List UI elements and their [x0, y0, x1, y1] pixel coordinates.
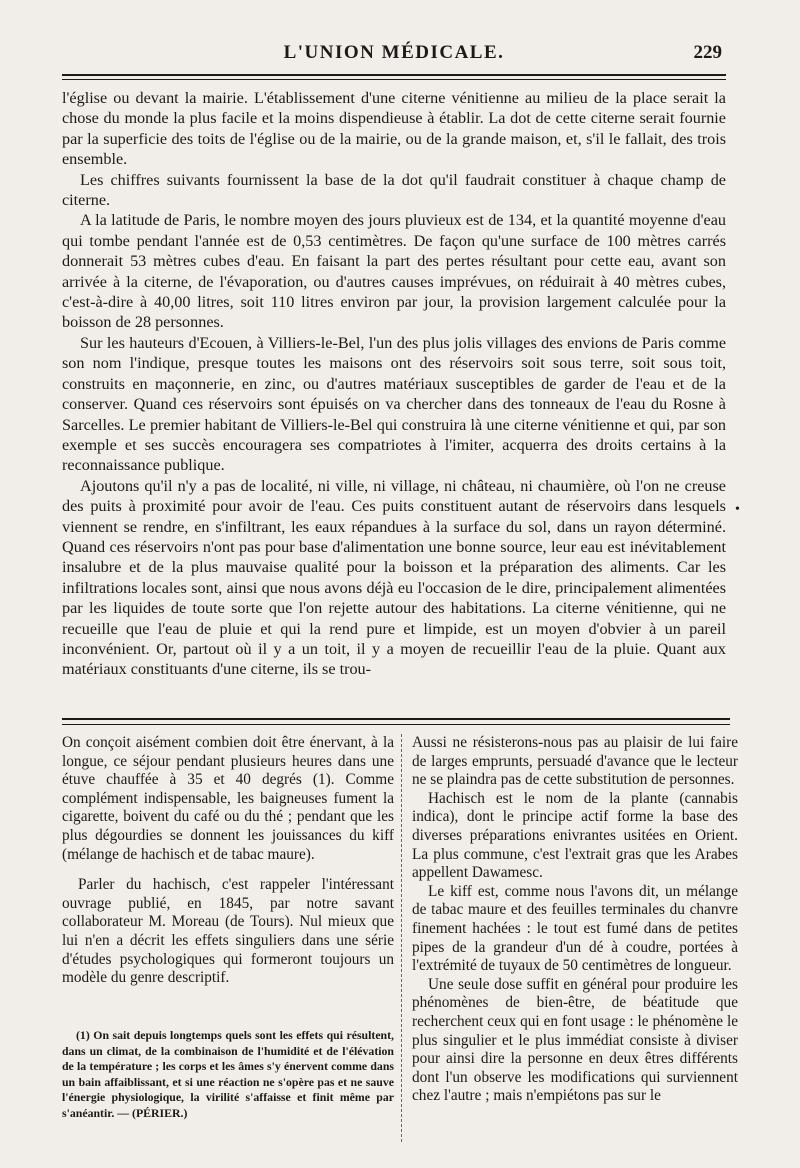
feuilleton-rule: [62, 718, 730, 725]
feuilleton-paragraph: On conçoit aisément combien doit être énervant, à la longue, ce séjour pendant plusieurs heures dans une étuve chauffée à 35 et 40 degrés (1). Comme complément indispensable, les baigneuses fument la cigarette, boivent du café ou du thé ; pendant que les plus dégourdies se donnent les jouissances du kiff (mélange de hachisch et de tabac maure).: [62, 734, 394, 863]
main-article: [62, 88, 726, 680]
page-header: [62, 42, 726, 70]
feuilleton-left-column: [62, 734, 394, 988]
feuilleton-paragraph: Le kiff est, comme nous l'avons dit, un mélange de tabac maure et des feuilles terminales du chanvre finement hachées : le tout est fumé dans de petites pipes de la grandeur d'un dé à coudre, portées à l'extrémité de tuyaux de 50 centimètres de longueur.: [412, 882, 738, 975]
feuilleton-right-column: [412, 734, 738, 1106]
feuilleton-paragraph: Une seule dose suffit en général pour produire les phénomènes de bien-être, de béatitude que recherchent ceux qui en font usage : le phénomène le plus singulier et le plus immédiat consiste à diviser pour ainsi dire la personne en deux êtres différents dont l'un observe les modifications qui surviennent chez l'autre ; mais n'empiétons pas sur le: [412, 975, 738, 1105]
footnote: [62, 1028, 394, 1122]
main-paragraph: Sur les hauteurs d'Ecouen, à Villiers-le-Bel, l'un des plus jolis villages des envions de Paris comme son nom l'indique, presque toutes les maisons ont des réservoirs soit sous terre, soit sous toit, construits en maçonnerie, en zinc, ou d'autres matériaux susceptibles de garder de l'eau et de la conserver. Quand ces réservoirs sont épuisés on va chercher dans des tonneaux de l'eau du Rosne à Sarcelles. Le premier habitant de Villiers-le-Bel qui construira là une citerne vénitienne et qui, par son exemple et ses succès encouragera ses compatriotes à l'imiter, acquerra des droits certains à la reconnaissance publique.: [62, 333, 726, 475]
feuilleton-paragraph: Hachisch est le nom de la plante (cannabis indica), dont le principe actif forme la base des diverses préparations enivrantes usitées en Orient. La plus commune, c'est l'extrait gras que les Arabes appellent Dawamesc.: [412, 789, 738, 882]
column-divider: [401, 734, 402, 1142]
main-paragraph: Ajoutons qu'il n'y a pas de localité, ni ville, ni village, ni château, ni chaumière, où l'on ne creuse des puits à proximité pour avoir de l'eau. Ces puits constituent autant de réservoirs dans lesquels viennent se rendre, en s'infiltrant, les eaux répandues à la surface du sol, dans un rayon déterminé. Quand ces réservoirs n'ont pas pour base d'alimentation une bonne source, leur eau est inévitablement insalubre et de la plus mauvaise qualité pour la boisson et la préparation des aliments. Car les infiltrations locales sont, ainsi que nous avons déjà eu l'occasion de le dire, principalement alimentées par les liquides de toute sorte que l'on rejette autour des habitations. La citerne vénitienne, qui ne recueille que l'eau de pluie et qui la rend pure et limpide, est un moyen d'obvier à un pareil inconvénient. Or, partout où il y a un toit, il y a moyen de recueillir l'eau de la pluie. Quant aux matériaux constituants d'une citerne, ils se trou-: [62, 476, 726, 679]
footnote-text: (1) On sait depuis longtemps quels sont les effets qui résultent, dans un climat, de la combinaison de l'humidité et de l'élévation de la température ; les corps et les âmes s'y énervent comme dans un bain affaiblissant, et si une réaction ne s'opère pas et ne sauve l'énergie physiologique, la virilité s'affaisse et finit même par s'anéantir. — (PÉRIER.): [62, 1028, 394, 1120]
main-paragraph: l'église ou devant la mairie. L'établissement d'une citerne vénitienne au milieu de la place serait la chose du monde la plus facile et la moins dispendieuse à établir. La dot de cette citerne serait fournie par la superficie des toits de l'église ou de la mairie, ou de la grande maison, et, s'il le fallait, des trois ensemble.: [62, 89, 726, 169]
main-paragraph: A la latitude de Paris, le nombre moyen des jours pluvieux est de 134, et la quantité moyenne d'eau qui tombe pendant l'année est de 0,53 centimètres. De façon qu'une surface de 100 mètres carrés donnerait 53 mètres cubes d'eau. En faisant la part des pertes résultant pour cette eau, avant son arrivée à la citerne, de l'évaporation, ou d'autres causes imprévues, on réduirait à 40 mètres cubes, c'est-à-dire à 40,00 litres, soit 110 litres environ par jour, la provision largement calculée pour la boisson de 28 personnes.: [62, 211, 726, 332]
header-rule: [62, 74, 726, 80]
margin-dot: •: [735, 502, 740, 517]
feuilleton-paragraph: Parler du hachisch, c'est rappeler l'intéressant ouvrage publié, en 1845, par notre savant collaborateur M. Moreau (de Tours). Nul mieux que lui n'en a décrit les effets singuliers dans une série d'études psychologiques qui formeront toujours un modèle du genre descriptif.: [62, 876, 394, 987]
feuilleton-paragraph: Aussi ne résisterons-nous pas au plaisir de lui faire de larges emprunts, persuadé d'avance que le lecteur ne se plaindra pas de cette substitution de personnes.: [412, 734, 738, 789]
running-title: L'UNION MÉDICALE.: [283, 42, 505, 63]
main-paragraph: Les chiffres suivants fournissent la base de la dot qu'il faudrait constituer à chaque champ de citerne.: [62, 170, 726, 210]
page-number: 229: [693, 42, 722, 63]
